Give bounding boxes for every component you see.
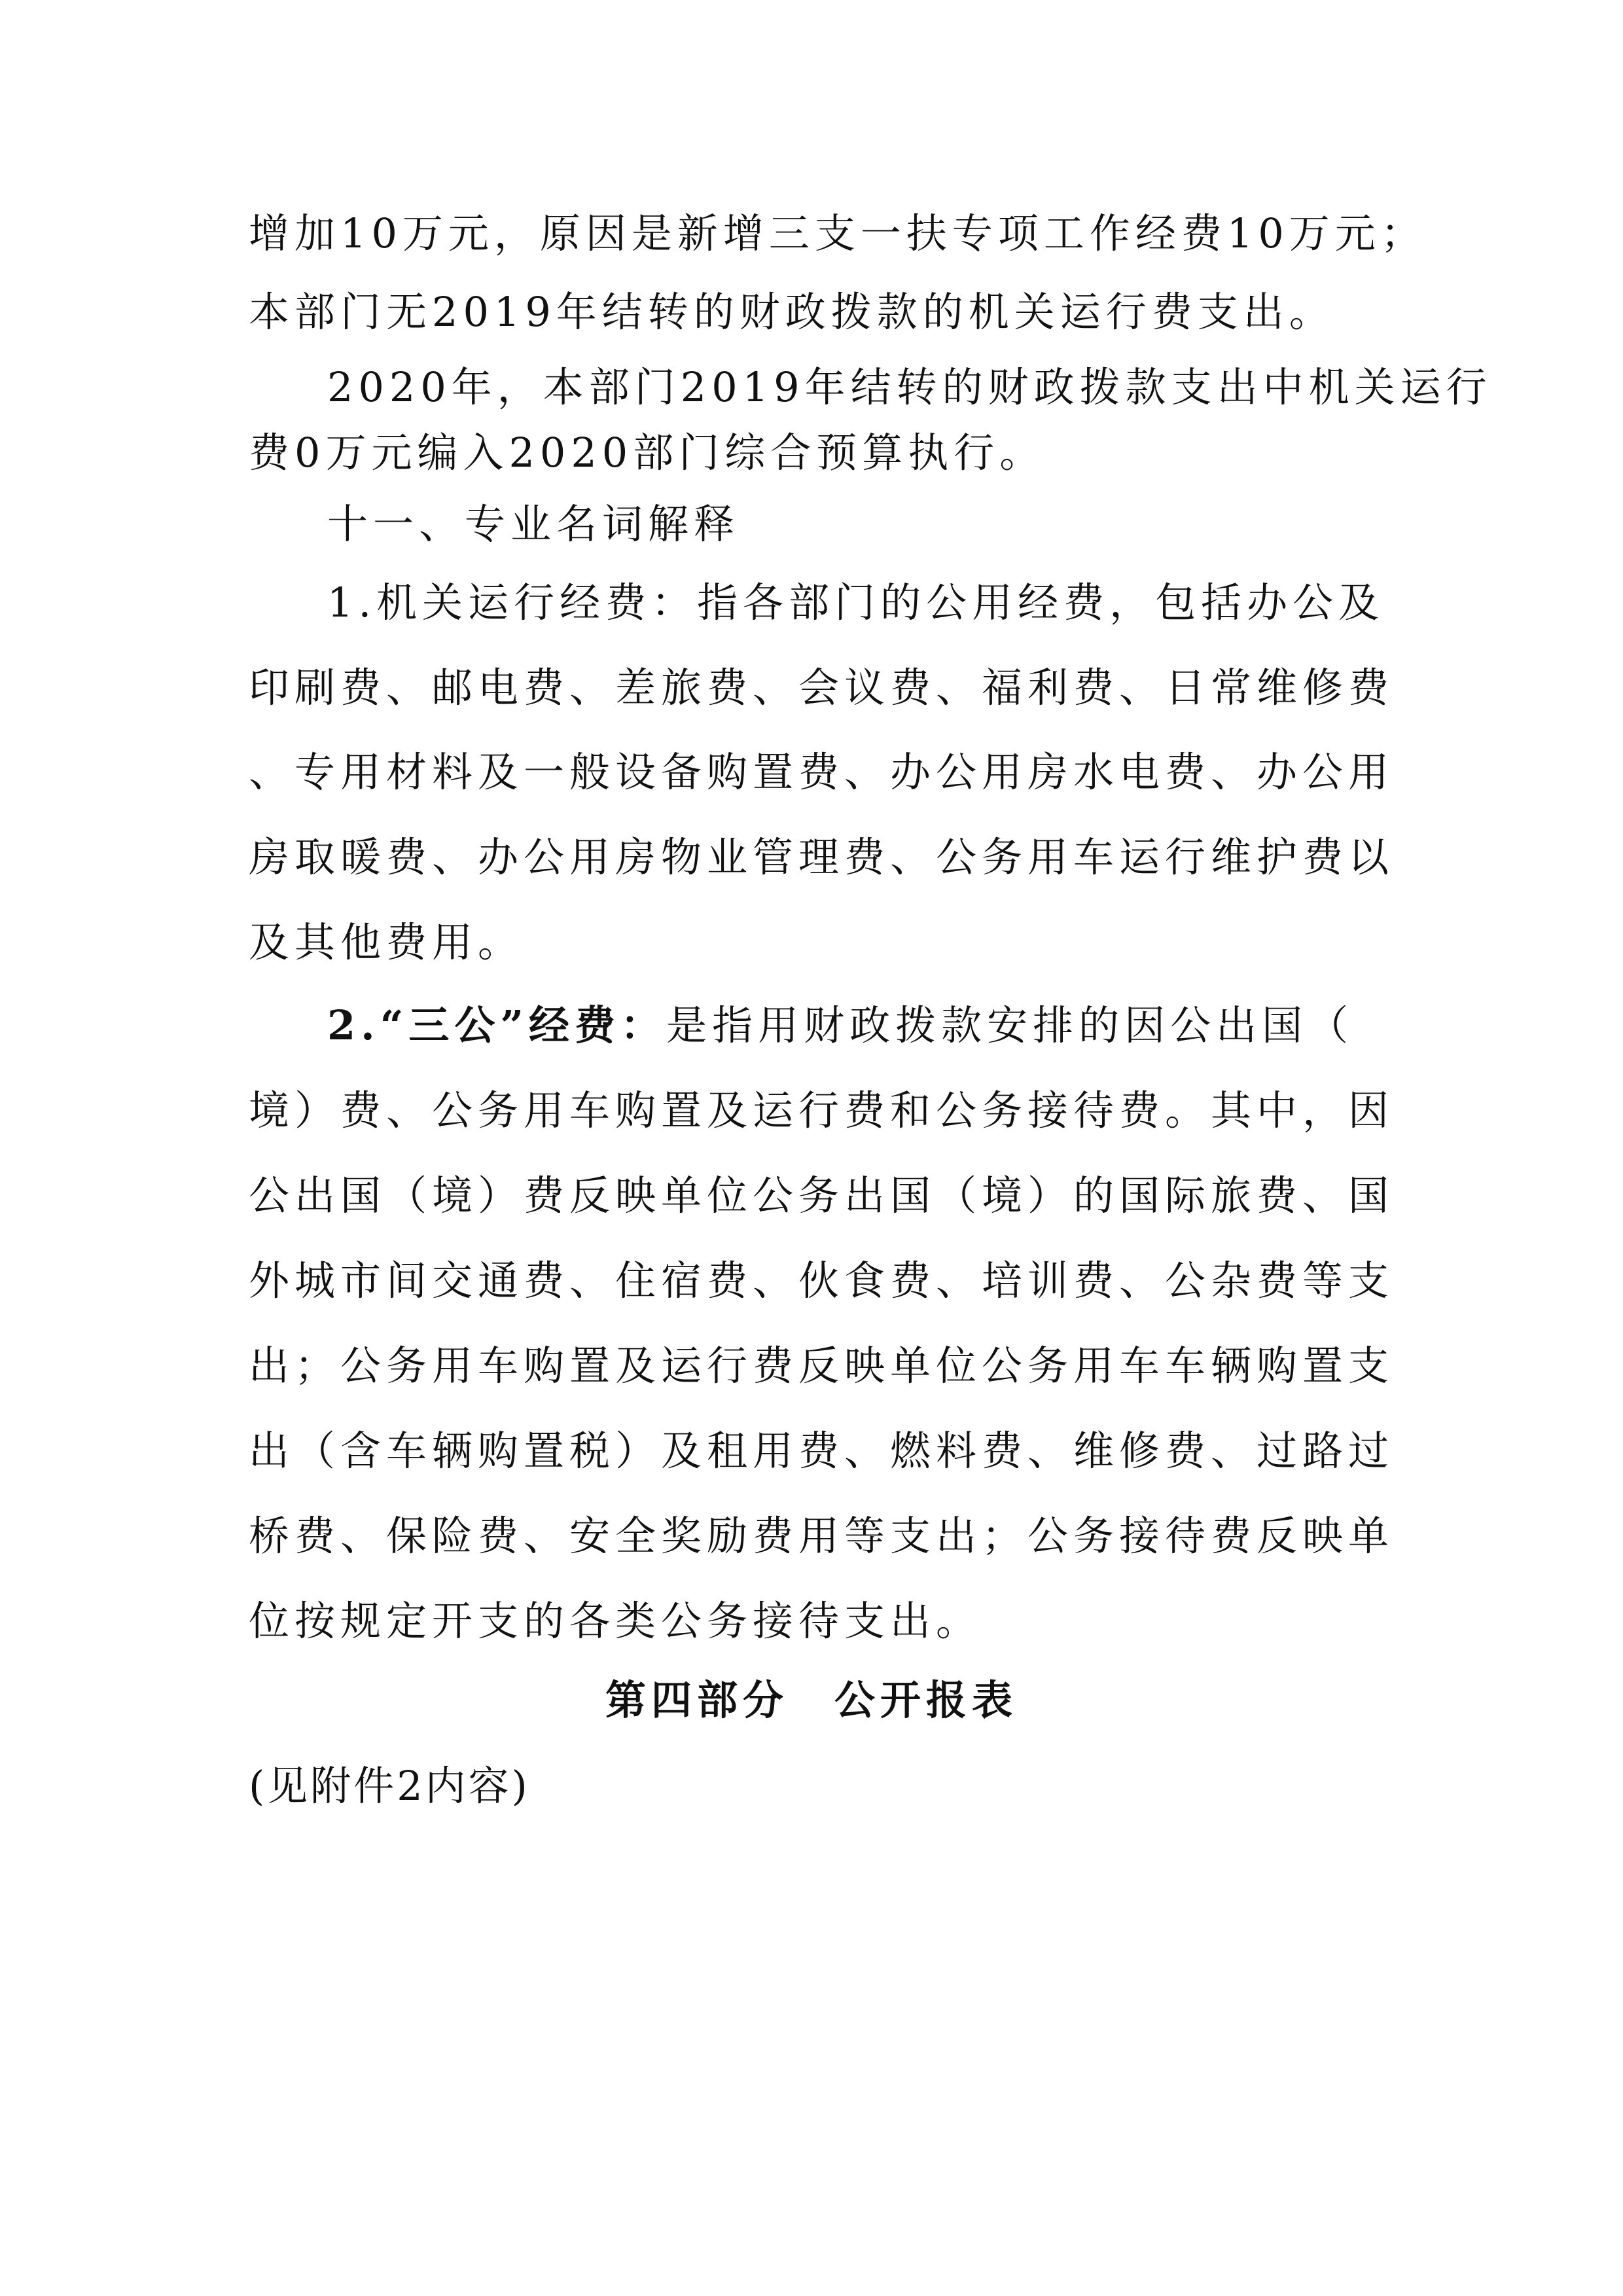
- term-definition-line: [327, 579, 1385, 626]
- term-definition-line: 房取暖费、办公用房物业管理费、公务用车运行维护费以: [249, 833, 1395, 881]
- paragraph-line: 增加10万元，原因是新增三支一扶专项工作经费10万元；: [249, 209, 1427, 257]
- term-definition-line: 位按规定开支的各类公务接待支出。: [249, 1597, 982, 1645]
- term-definition-line: 印刷费、邮电费、差旅费、会议费、福利费、日常维修费: [249, 664, 1395, 711]
- term-definition-line: 境）费、公务用车购置及运行费和公务接待费。其中，因: [249, 1086, 1395, 1134]
- term-label: 1.机关运行经费：: [327, 579, 698, 626]
- term-text: 是指用财政拨款安排的因公出国（: [666, 1001, 1354, 1049]
- section-heading: 十一、专业名词解释: [327, 500, 740, 548]
- term-definition-line: 外城市间交通费、住宿费、伙食费、培训费、公杂费等支: [249, 1257, 1395, 1304]
- paragraph-line: 2020年，本部门2019年结转的财政拨款支出中机关运行: [327, 363, 1492, 411]
- term-definition-line: [327, 1001, 1354, 1049]
- part-heading: 第四部分 公开报表: [605, 1676, 1018, 1724]
- paragraph-line: 费0万元编入2020部门综合预算执行。: [249, 429, 1046, 476]
- term-definition-line: 、专用材料及一般设备购置费、办公用房水电费、办公用: [249, 748, 1395, 796]
- term-definition-line: 桥费、保险费、安全奖励费用等支出；公务接待费反映单: [249, 1512, 1395, 1560]
- term-text: 指各部门的公用经费，包括办公及: [697, 579, 1385, 626]
- term-label: 2.“三公”经费：: [327, 1001, 667, 1049]
- term-definition-line: 出；公务用车购置及运行费反映单位公务用车车辆购置支: [249, 1342, 1395, 1390]
- term-definition-line: 及其他费用。: [249, 918, 524, 966]
- term-definition-line: 公出国（境）费反映单位公务出国（境）的国际旅费、国: [249, 1172, 1395, 1219]
- term-definition-line: 出（含车辆购置税）及租用费、燃料费、维修费、过路过: [249, 1427, 1395, 1475]
- attachment-note: (见附件2内容): [249, 1762, 530, 1810]
- paragraph-line: 本部门无2019年结转的财政拨款的机关运行费支出。: [249, 288, 1335, 336]
